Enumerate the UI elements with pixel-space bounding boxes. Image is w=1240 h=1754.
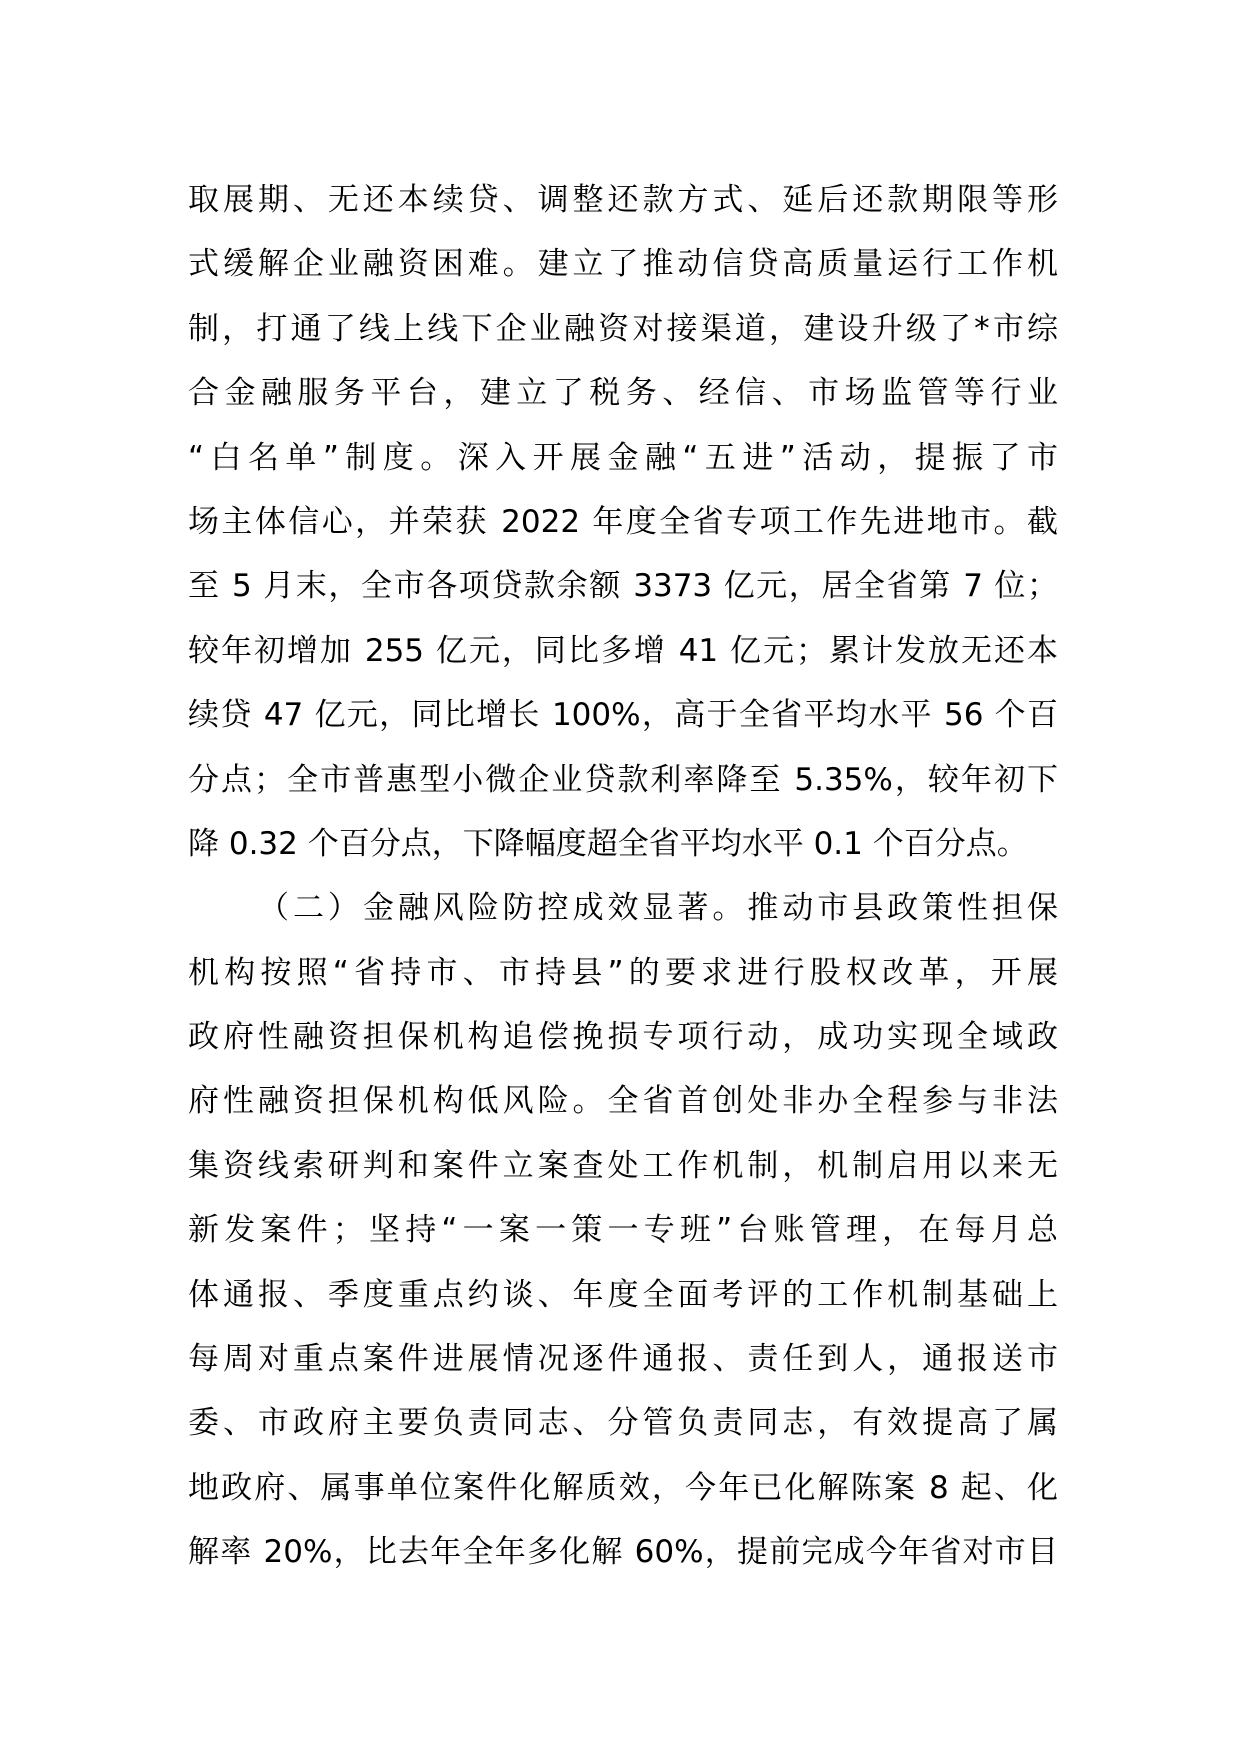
text-line-11: 降 0.32 个百分点，下降幅度超全省平均水平 0.1 个百分点。	[188, 825, 1028, 862]
text-line-16: 集资线索研判和案件立案查处工作机制，机制启用以来无	[188, 1147, 1058, 1184]
text-line-5: “白名单”制度。深入开展金融“五进”活动，提振了市	[188, 439, 1058, 476]
text-line-22: 解率 20%，比去年全年多化解 60%，提前完成今年省对市目	[188, 1534, 1058, 1571]
text-line-8: 较年初增加 255 亿元，同比多增 41 亿元；累计发放无还本	[188, 632, 1058, 669]
text-line-18: 体通报、季度重点约谈、年度全面考评的工作机制基础上	[188, 1276, 1058, 1313]
text-line-15: 府性融资担保机构低风险。全省首创处非办全程参与非法	[188, 1083, 1058, 1120]
section-heading-line: （二）金融风险防控成效显著。推动市县政策性担保	[258, 890, 1058, 927]
text-line-20: 委、市政府主要负责同志、分管负责同志，有效提高了属	[188, 1405, 1058, 1442]
text-line-19: 每周对重点案件进展情况逐件通报、责任到人，通报送市	[188, 1341, 1058, 1378]
text-line-10: 分点；全市普惠型小微企业贷款利率降至 5.35%，较年初下	[188, 761, 1058, 798]
text-line-9: 续贷 47 亿元，同比增长 100%，高于全省平均水平 56 个百	[188, 697, 1058, 734]
text-line-6: 场主体信心，并荣获 2022 年度全省专项工作先进地市。截	[188, 503, 1058, 540]
text-line-4: 合金融服务平台，建立了税务、经信、市场监管等行业	[188, 375, 1058, 412]
text-line-21: 地政府、属事单位案件化解质效，今年已化解陈案 8 起、化	[188, 1469, 1058, 1506]
text-line-3: 制，打通了线上线下企业融资对接渠道，建设升级了*市综	[188, 310, 1058, 347]
text-line-2: 式缓解企业融资困难。建立了推动信贷高质量运行工作机	[188, 246, 1058, 283]
text-line-14: 政府性融资担保机构追偿挽损专项行动，成功实现全域政	[188, 1019, 1058, 1056]
text-line-1: 取展期、无还本续贷、调整还款方式、延后还款期限等形	[188, 182, 1058, 218]
body-text	[188, 168, 1058, 1585]
text-line-13: 机构按照“省持市、市持县”的要求进行股权改革，开展	[188, 954, 1058, 991]
text-line-17: 新发案件；坚持“一案一策一专班”台账管理，在每月总	[188, 1212, 1058, 1249]
text-line-7: 至 5 月末，全市各项贷款余额 3373 亿元，居全省第 7 位；	[188, 568, 1058, 605]
